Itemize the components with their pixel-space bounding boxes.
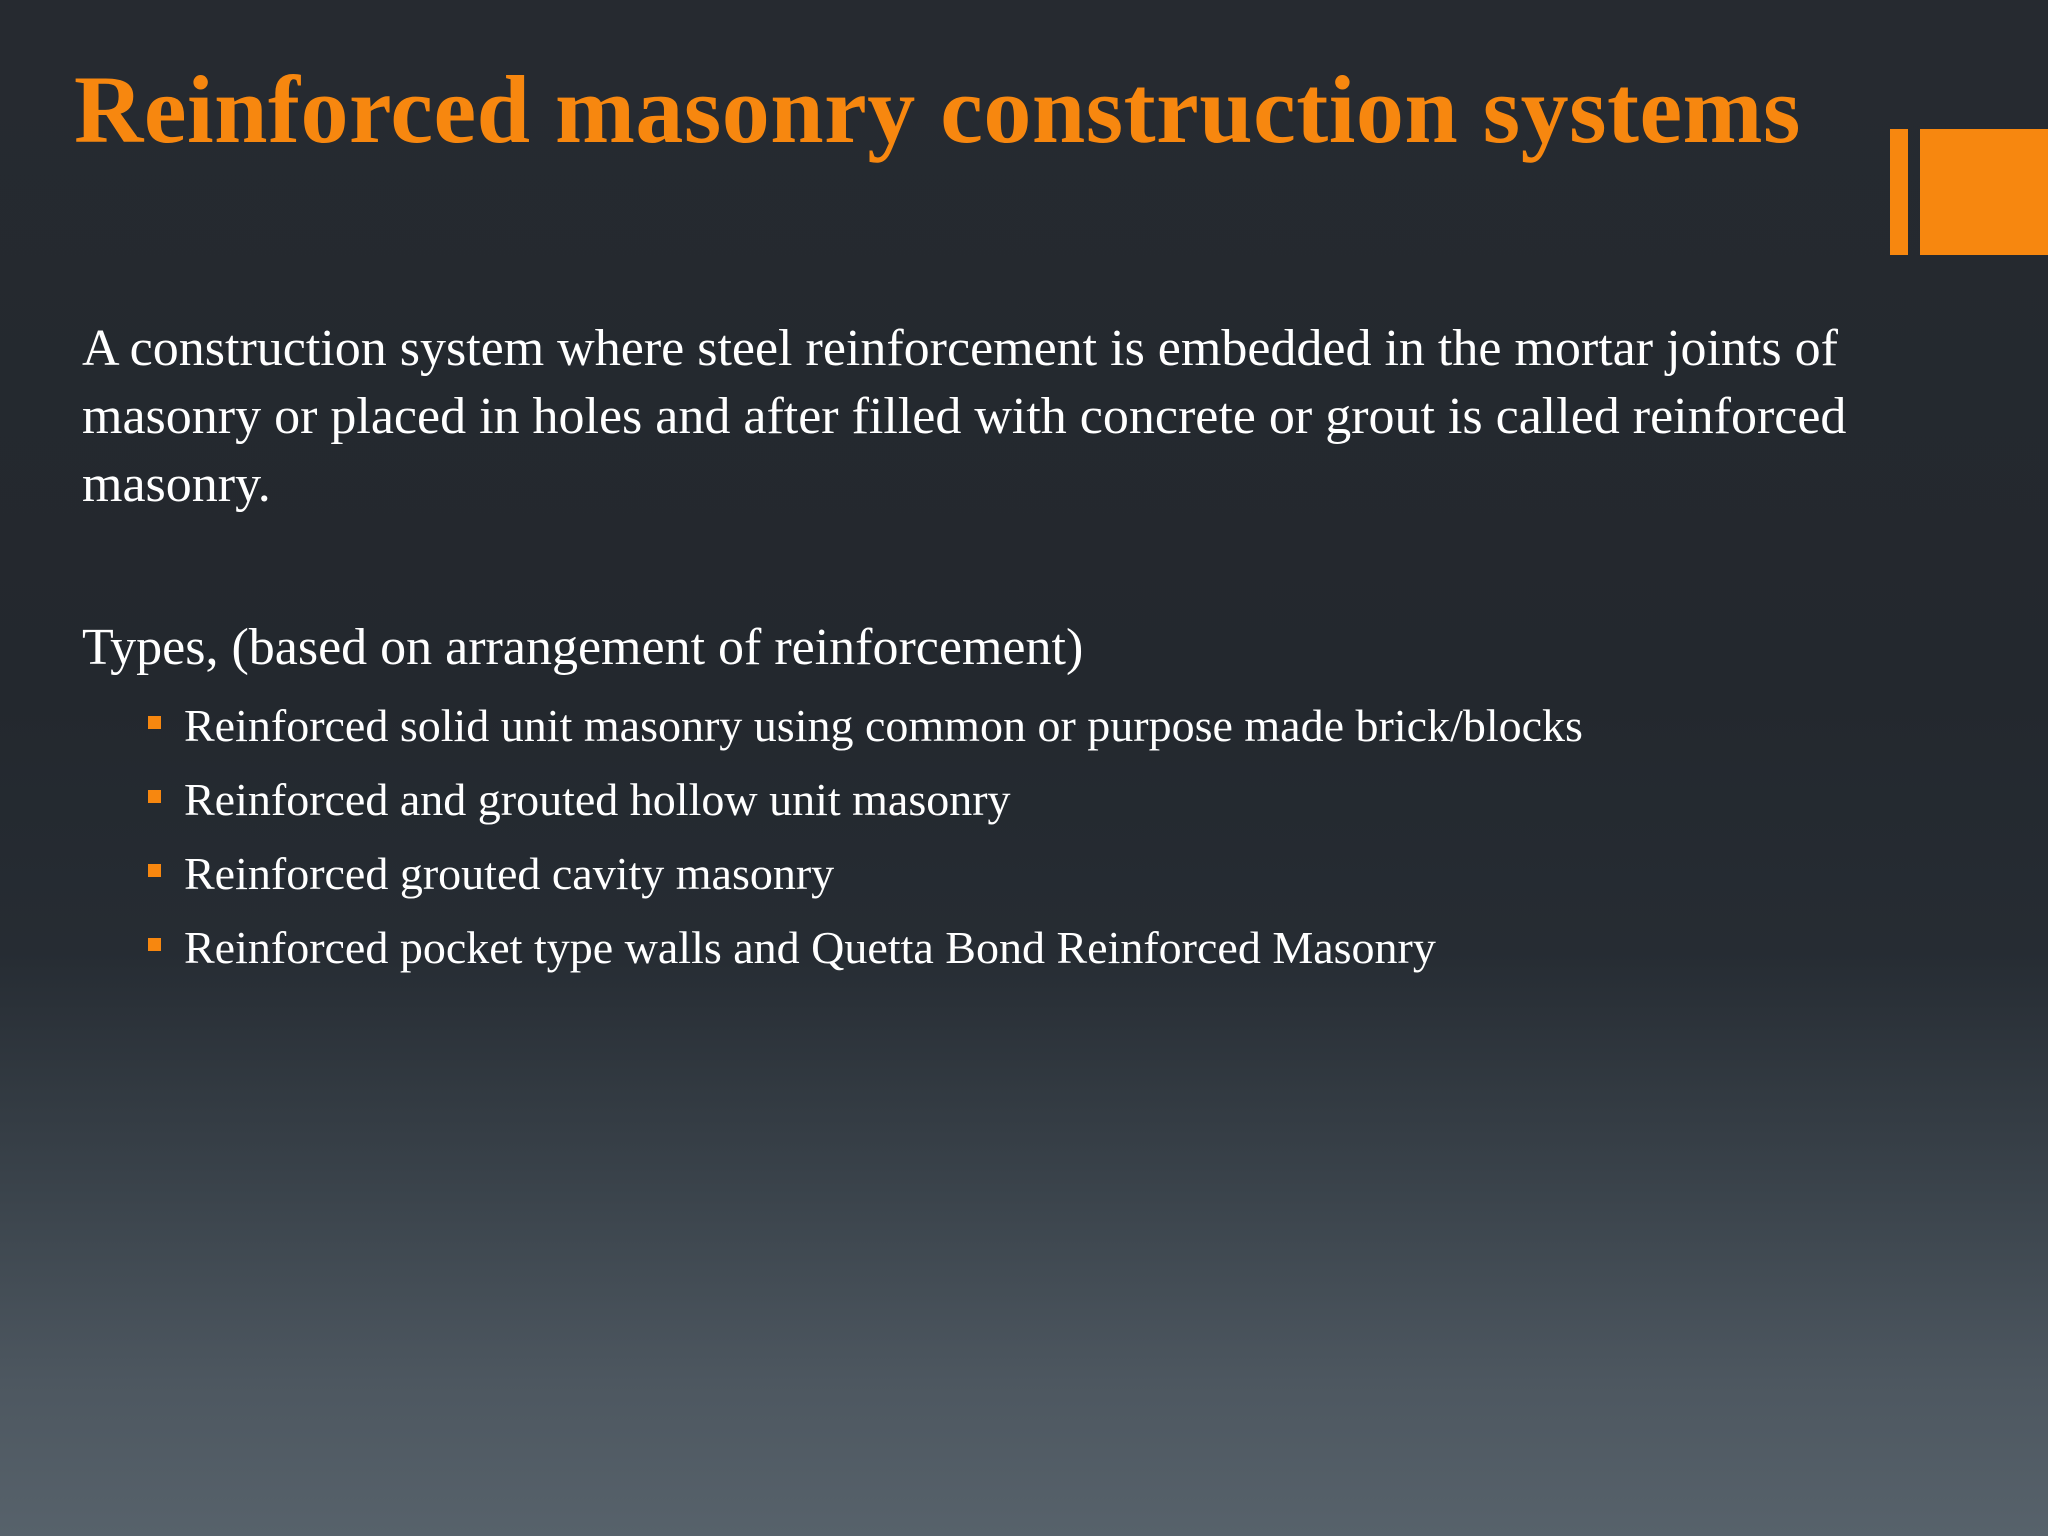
types-list xyxy=(0,694,2048,990)
types-heading: Types, (based on arrangement of reinforcement) xyxy=(82,619,1084,676)
list-item xyxy=(0,694,2048,768)
definition-paragraph: A construction system where steel reinforcement is embedded in the mortar joints of masonry or placed in holes and after filled with concrete or grout is called reinforced masonry. xyxy=(82,320,1847,513)
list-item-text: Reinforced grouted cavity masonry xyxy=(184,848,835,899)
square-bullet-icon xyxy=(148,716,161,729)
list-item-text: Reinforced solid unit masonry using common or purpose made brick/blocks xyxy=(184,700,1583,751)
list-item xyxy=(0,842,2048,916)
square-bullet-icon xyxy=(148,790,161,803)
list-item-text: Reinforced and grouted hollow unit masonry xyxy=(184,774,1011,825)
list-item xyxy=(0,916,2048,990)
list-item xyxy=(0,768,2048,842)
square-bullet-icon xyxy=(148,864,161,877)
accent-bar-decoration xyxy=(1890,129,1908,255)
slide-title: Reinforced masonry construction systems xyxy=(74,56,1801,163)
accent-block-decoration xyxy=(1920,129,2048,255)
list-item-text: Reinforced pocket type walls and Quetta Bond Reinforced Masonry xyxy=(184,922,1436,973)
square-bullet-icon xyxy=(148,938,161,951)
